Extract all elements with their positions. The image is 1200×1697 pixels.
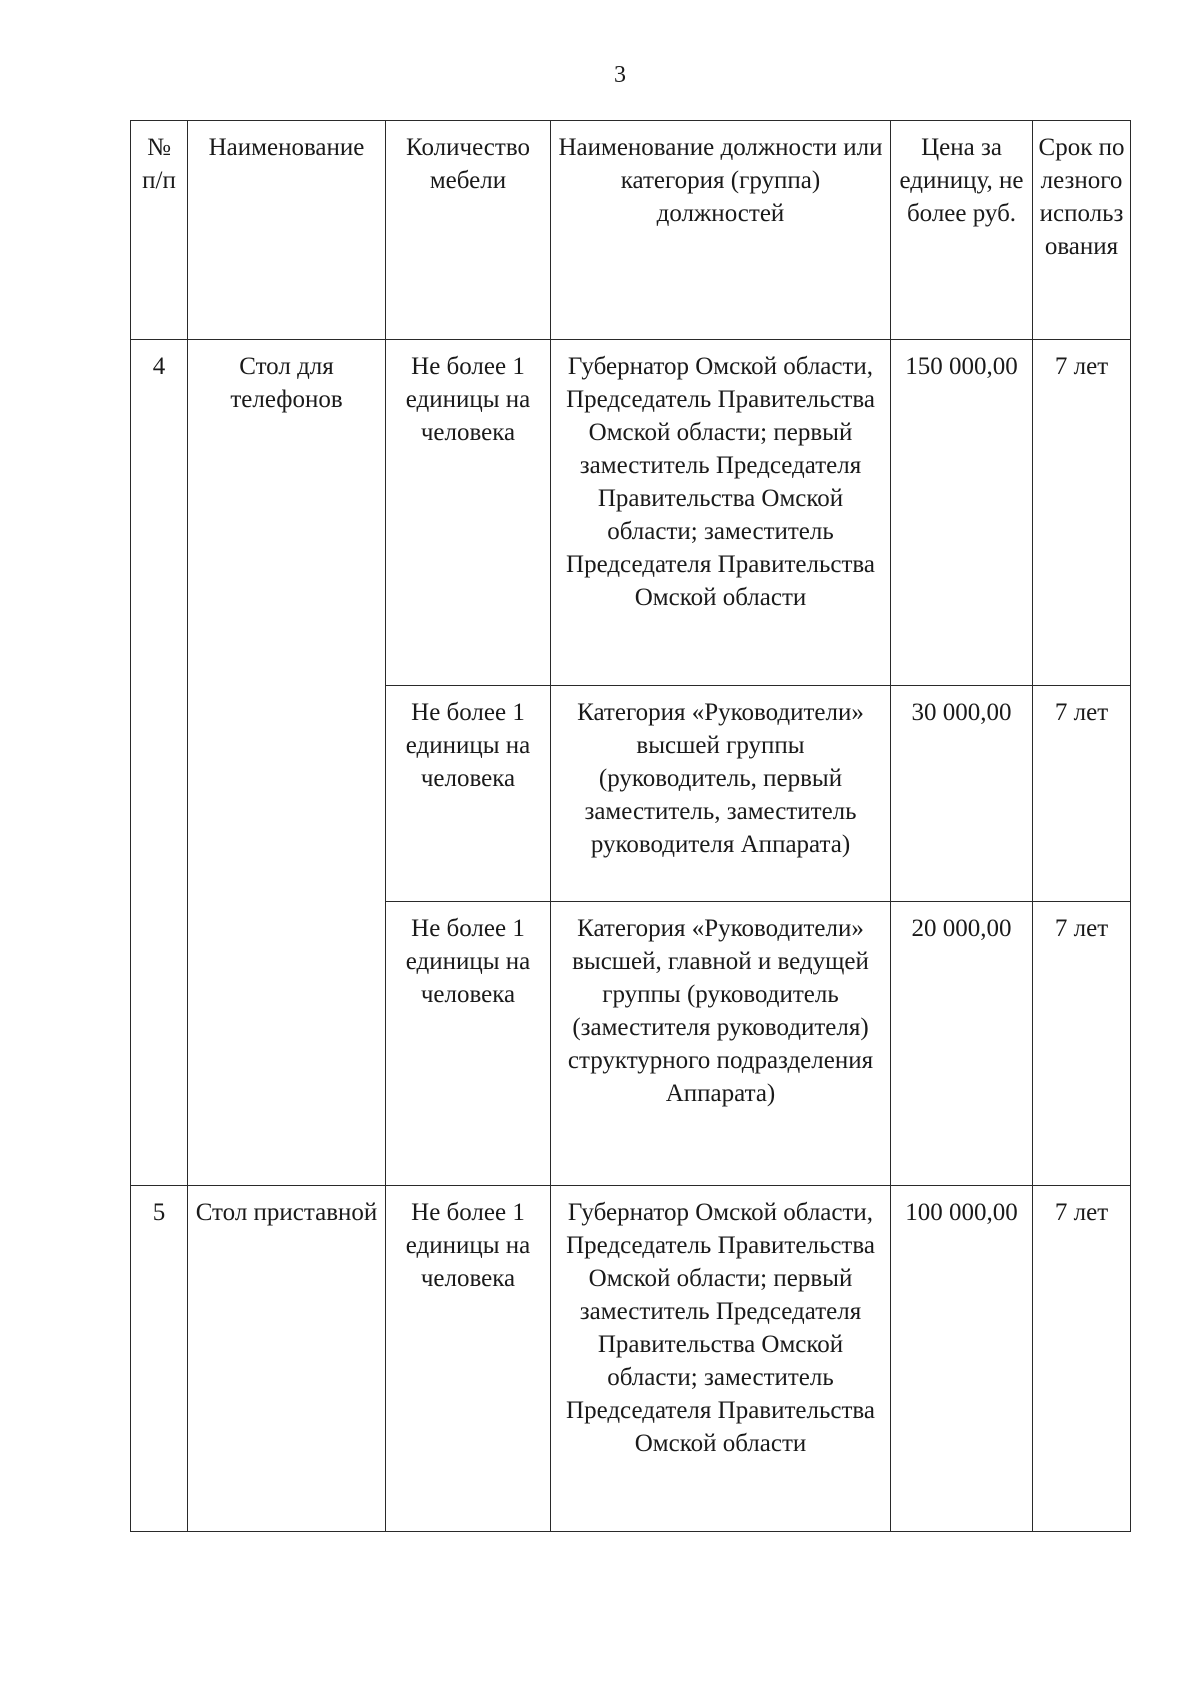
header-term: Срок полезного использования [1033, 121, 1131, 340]
row-number: 4 [131, 340, 188, 1186]
position-cell: Губернатор Омской области, Председатель Правительства Омской области; первый заместитель Председателя Правительства Омской области; заместитель Председателя Правительства Омской области [551, 340, 891, 686]
position-cell: Категория «Руководители» высшей группы (руководитель, первый заместитель, заместитель руководителя Аппарата) [551, 686, 891, 902]
furniture-norms-table [130, 120, 1131, 1532]
price-cell: 150 000,00 [891, 340, 1033, 686]
quantity-cell: Не более 1 единицы на человека [386, 686, 551, 902]
quantity-cell: Не более 1 единицы на человека [386, 902, 551, 1186]
price-cell: 100 000,00 [891, 1186, 1033, 1532]
header-num: № п/п [131, 121, 188, 340]
quantity-cell: Не более 1 единицы на человека [386, 1186, 551, 1532]
header-position: Наименование должности или категория (группа) должностей [551, 121, 891, 340]
position-cell: Категория «Руководители» высшей, главной и ведущей группы (руководитель (заместителя руководителя) структурного подразделения Аппарата) [551, 902, 891, 1186]
term-cell: 7 лет [1033, 1186, 1131, 1532]
page-number: 3 [614, 62, 626, 88]
furniture-name: Стол приставной [188, 1186, 386, 1532]
row-number: 5 [131, 1186, 188, 1532]
header-name: Наименование [188, 121, 386, 340]
furniture-name: Стол для телефонов [188, 340, 386, 1186]
quantity-cell: Не более 1 единицы на человека [386, 340, 551, 686]
price-cell: 20 000,00 [891, 902, 1033, 1186]
position-cell: Губернатор Омской области, Председатель Правительства Омской области; первый заместитель Председателя Правительства Омской области; заместитель Председателя Правительства Омской области [551, 1186, 891, 1532]
price-cell: 30 000,00 [891, 686, 1033, 902]
header-price: Цена за единицу, не более руб. [891, 121, 1033, 340]
table-row [131, 340, 1131, 686]
header-quantity: Количество мебели [386, 121, 551, 340]
term-cell: 7 лет [1033, 902, 1131, 1186]
table-header-row [131, 121, 1131, 340]
term-cell: 7 лет [1033, 340, 1131, 686]
term-cell: 7 лет [1033, 686, 1131, 902]
table-row [131, 1186, 1131, 1532]
